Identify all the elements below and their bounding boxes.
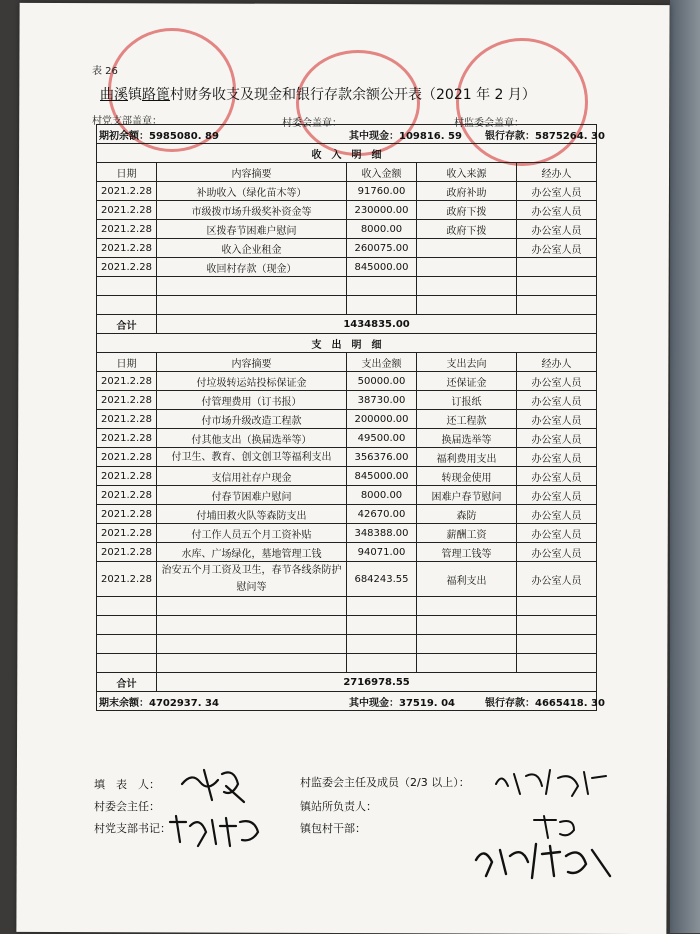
expense-cell: 2021.2.28 bbox=[97, 505, 157, 524]
expense-cell: 2021.2.28 bbox=[97, 410, 157, 429]
income-cell: 区拨春节困难户慰问 bbox=[157, 220, 347, 239]
income-empty-row bbox=[97, 296, 597, 315]
expense-cell: 福利支出 bbox=[417, 562, 517, 597]
expense-cell: 2021.2.28 bbox=[97, 448, 157, 467]
empty-cell bbox=[517, 654, 597, 673]
empty-cell bbox=[517, 597, 597, 616]
expense-cell: 办公室人员 bbox=[517, 524, 597, 543]
income-cell: 2021.2.28 bbox=[97, 201, 157, 220]
empty-cell bbox=[417, 277, 517, 296]
empty-cell bbox=[517, 277, 597, 296]
finance-table bbox=[96, 124, 605, 711]
expense-cell: 办公室人员 bbox=[517, 505, 597, 524]
director-label: 村委会主任： bbox=[94, 800, 160, 813]
expense-cell: 办公室人员 bbox=[517, 391, 597, 410]
income-table-row bbox=[97, 239, 597, 258]
income-cell bbox=[517, 258, 597, 277]
empty-cell bbox=[97, 296, 157, 315]
handwritten-signature-secretary bbox=[166, 812, 266, 852]
expense-cell: 付春节困难户慰问 bbox=[157, 486, 347, 505]
income-cell: 收入企业租金 bbox=[157, 239, 347, 258]
expense-cell: 森防 bbox=[417, 505, 517, 524]
income-cell: 办公室人员 bbox=[517, 239, 597, 258]
expense-cell: 2021.2.28 bbox=[97, 486, 157, 505]
expense-cell: 付垃圾转运站投标保证金 bbox=[157, 372, 347, 391]
expense-table-row bbox=[97, 543, 597, 562]
expense-cell: 支信用社存户现金 bbox=[157, 467, 347, 486]
income-cell: 办公室人员 bbox=[517, 201, 597, 220]
page-title bbox=[100, 84, 620, 104]
supervision-members-label: 村监委会主任及成员（2/3 以上）： bbox=[300, 776, 470, 789]
expense-cell: 684243.55 bbox=[347, 562, 417, 597]
expense-cell: 管理工钱等 bbox=[417, 543, 517, 562]
expense-cell: 2021.2.28 bbox=[97, 391, 157, 410]
expense-total-value: 2716978.55 bbox=[157, 673, 597, 692]
income-column-header: 收入来源 bbox=[417, 163, 517, 182]
empty-cell bbox=[417, 616, 517, 635]
income-section-title-row bbox=[97, 144, 597, 163]
income-cell: 政府下拨 bbox=[417, 201, 517, 220]
empty-cell bbox=[347, 616, 417, 635]
income-section-title: 收 入 明 细 bbox=[97, 144, 597, 163]
empty-cell bbox=[157, 635, 347, 654]
expense-cell: 49500.00 bbox=[347, 429, 417, 448]
closing-label: 期末余额： bbox=[99, 697, 149, 709]
empty-cell bbox=[157, 654, 347, 673]
income-cell bbox=[417, 258, 517, 277]
opening-label: 期初余额： bbox=[99, 130, 149, 142]
expense-empty-row bbox=[97, 635, 597, 654]
empty-cell bbox=[347, 296, 417, 315]
income-cell: 补助收入（绿化苗木等） bbox=[157, 182, 347, 201]
expense-cell: 薪酬工资 bbox=[417, 524, 517, 543]
empty-cell bbox=[97, 635, 157, 654]
expense-cell: 福利费用支出 bbox=[417, 448, 517, 467]
title-village: 路篦 bbox=[142, 87, 170, 103]
opening-cash: 109816. 59 bbox=[399, 131, 462, 142]
income-cell: 2021.2.28 bbox=[97, 239, 157, 258]
expense-cell: 付管理费用（订书报） bbox=[157, 391, 347, 410]
income-cell: 2021.2.28 bbox=[97, 258, 157, 277]
opening-amount: 5985080. 89 bbox=[149, 130, 219, 142]
expense-header-row bbox=[97, 353, 597, 372]
income-total-label: 合计 bbox=[97, 315, 157, 334]
expense-column-header: 内容摘要 bbox=[157, 353, 347, 372]
expense-cell: 订报纸 bbox=[417, 391, 517, 410]
station-head-label: 镇站所负责人： bbox=[300, 800, 377, 813]
income-cell: 政府补助 bbox=[417, 182, 517, 201]
expense-cell: 办公室人员 bbox=[517, 429, 597, 448]
expense-empty-row bbox=[97, 616, 597, 635]
handwritten-signature-filler bbox=[178, 766, 248, 806]
income-table-row bbox=[97, 220, 597, 239]
income-column-header: 日期 bbox=[97, 163, 157, 182]
empty-cell bbox=[157, 597, 347, 616]
expense-cell: 办公室人员 bbox=[517, 448, 597, 467]
empty-cell bbox=[157, 277, 347, 296]
expense-table-row bbox=[97, 448, 597, 467]
expense-cell: 还工程款 bbox=[417, 410, 517, 429]
income-empty-row bbox=[97, 277, 597, 296]
income-cell bbox=[417, 239, 517, 258]
expense-cell: 845000.00 bbox=[347, 467, 417, 486]
expense-cell: 水库、广场绿化，墓地管理工钱 bbox=[157, 543, 347, 562]
empty-cell bbox=[157, 296, 347, 315]
handwritten-signature-cadre bbox=[470, 836, 620, 886]
expense-cell: 付其他支出（换届选举等） bbox=[157, 429, 347, 448]
expense-cell: 付卫生、教育、创文创卫等福利支出 bbox=[157, 448, 347, 467]
expense-empty-row bbox=[97, 597, 597, 616]
form-number: 表 26 bbox=[92, 66, 118, 77]
expense-total-label: 合计 bbox=[97, 673, 157, 692]
empty-cell bbox=[517, 616, 597, 635]
expense-cell: 8000.00 bbox=[347, 486, 417, 505]
expense-cell: 治安五个月工资及卫生，春节各线条防护慰问等 bbox=[157, 562, 347, 597]
expense-cell: 2021.2.28 bbox=[97, 524, 157, 543]
closing-bank: 4665418. 30 bbox=[535, 698, 605, 709]
expense-cell: 38730.00 bbox=[347, 391, 417, 410]
opening-bank: 5875264. 30 bbox=[535, 131, 605, 142]
empty-cell bbox=[417, 296, 517, 315]
income-total-row bbox=[97, 315, 597, 334]
expense-cell: 50000.00 bbox=[347, 372, 417, 391]
opening-cash-label: 其中现金： bbox=[349, 131, 399, 142]
expense-table-row bbox=[97, 429, 597, 448]
expense-cell: 办公室人员 bbox=[517, 467, 597, 486]
expense-cell: 付市场升级改造工程款 bbox=[157, 410, 347, 429]
expense-cell: 转现金使用 bbox=[417, 467, 517, 486]
income-cell: 政府下拨 bbox=[417, 220, 517, 239]
expense-table-row bbox=[97, 524, 597, 543]
empty-cell bbox=[417, 635, 517, 654]
closing-bank-label: 银行存款： bbox=[485, 698, 535, 709]
opening-balance-row bbox=[97, 125, 597, 144]
expense-table-row bbox=[97, 391, 597, 410]
expense-column-header: 支出去向 bbox=[417, 353, 517, 372]
income-cell: 市级拨市场升级奖补资金等 bbox=[157, 201, 347, 220]
title-town: 曲溪 bbox=[100, 87, 128, 103]
expense-cell: 94071.00 bbox=[347, 543, 417, 562]
expense-cell: 2021.2.28 bbox=[97, 372, 157, 391]
title-town-suffix: 镇 bbox=[128, 87, 142, 103]
expense-cell: 办公室人员 bbox=[517, 543, 597, 562]
empty-cell bbox=[157, 616, 347, 635]
closing-cash-label: 其中现金： bbox=[349, 698, 399, 709]
income-total-value: 1434835.00 bbox=[157, 315, 597, 334]
cadre-label: 镇包村干部： bbox=[300, 822, 366, 835]
expense-total-row bbox=[97, 673, 597, 692]
income-table-row bbox=[97, 201, 597, 220]
expense-cell: 办公室人员 bbox=[517, 410, 597, 429]
empty-cell bbox=[517, 635, 597, 654]
income-column-header: 经办人 bbox=[517, 163, 597, 182]
empty-cell bbox=[97, 654, 157, 673]
expense-table-row bbox=[97, 562, 597, 597]
expense-column-header: 支出金额 bbox=[347, 353, 417, 372]
expense-cell: 办公室人员 bbox=[517, 562, 597, 597]
income-cell: 8000.00 bbox=[347, 220, 417, 239]
expense-table-row bbox=[97, 467, 597, 486]
expense-cell: 2021.2.28 bbox=[97, 429, 157, 448]
income-table-row bbox=[97, 258, 597, 277]
expense-empty-row bbox=[97, 654, 597, 673]
empty-cell bbox=[97, 616, 157, 635]
filler-label: 填 表 人： bbox=[94, 778, 160, 791]
income-cell: 230000.00 bbox=[347, 201, 417, 220]
income-cell: 收回村存款（现金） bbox=[157, 258, 347, 277]
empty-cell bbox=[97, 597, 157, 616]
expense-cell: 换届选举等 bbox=[417, 429, 517, 448]
expense-cell: 200000.00 bbox=[347, 410, 417, 429]
expense-cell: 困难户春节慰问 bbox=[417, 486, 517, 505]
expense-table-row bbox=[97, 505, 597, 524]
opening-bank-label: 银行存款： bbox=[485, 131, 535, 142]
expense-cell: 348388.00 bbox=[347, 524, 417, 543]
income-header-row bbox=[97, 163, 597, 182]
income-cell: 2021.2.28 bbox=[97, 182, 157, 201]
handwritten-signature-supervision bbox=[492, 764, 612, 800]
supervision-seal-label: 村监委会盖章： bbox=[454, 118, 524, 129]
closing-cash: 37519. 04 bbox=[399, 698, 455, 709]
expense-column-header: 日期 bbox=[97, 353, 157, 372]
income-cell: 办公室人员 bbox=[517, 220, 597, 239]
expense-cell: 356376.00 bbox=[347, 448, 417, 467]
empty-cell bbox=[347, 597, 417, 616]
expense-section-title-row bbox=[97, 334, 597, 353]
closing-amount: 4702937. 34 bbox=[149, 697, 219, 709]
income-cell: 办公室人员 bbox=[517, 182, 597, 201]
expense-table-row bbox=[97, 486, 597, 505]
secretary-label: 村党支部书记： bbox=[94, 822, 171, 835]
income-column-header: 内容摘要 bbox=[157, 163, 347, 182]
empty-cell bbox=[517, 296, 597, 315]
expense-section-title: 支 出 明 细 bbox=[97, 334, 597, 353]
title-rest: 村财务收支及现金和银行存款余额公开表（2021 年 2 月） bbox=[170, 87, 536, 103]
expense-cell: 2021.2.28 bbox=[97, 467, 157, 486]
empty-cell bbox=[347, 635, 417, 654]
background-edge bbox=[670, 0, 700, 933]
closing-balance-row bbox=[97, 692, 597, 711]
expense-cell: 2021.2.28 bbox=[97, 562, 157, 597]
income-column-header: 收入金额 bbox=[347, 163, 417, 182]
expense-column-header: 经办人 bbox=[517, 353, 597, 372]
empty-cell bbox=[417, 654, 517, 673]
empty-cell bbox=[97, 277, 157, 296]
empty-cell bbox=[347, 654, 417, 673]
committee-seal-label: 村委会盖章： bbox=[282, 118, 342, 129]
income-cell: 845000.00 bbox=[347, 258, 417, 277]
party-seal-label: 村党支部盖章： bbox=[92, 116, 162, 127]
expense-table-row bbox=[97, 372, 597, 391]
expense-cell: 42670.00 bbox=[347, 505, 417, 524]
income-table-row bbox=[97, 182, 597, 201]
income-cell: 260075.00 bbox=[347, 239, 417, 258]
income-cell: 2021.2.28 bbox=[97, 220, 157, 239]
expense-cell: 付埔田救火队等森防支出 bbox=[157, 505, 347, 524]
empty-cell bbox=[347, 277, 417, 296]
expense-cell: 2021.2.28 bbox=[97, 543, 157, 562]
expense-cell: 还保证金 bbox=[417, 372, 517, 391]
expense-cell: 办公室人员 bbox=[517, 372, 597, 391]
income-cell: 91760.00 bbox=[347, 182, 417, 201]
expense-cell: 办公室人员 bbox=[517, 486, 597, 505]
expense-cell: 付工作人员五个月工资补贴 bbox=[157, 524, 347, 543]
empty-cell bbox=[417, 597, 517, 616]
expense-table-row bbox=[97, 410, 597, 429]
